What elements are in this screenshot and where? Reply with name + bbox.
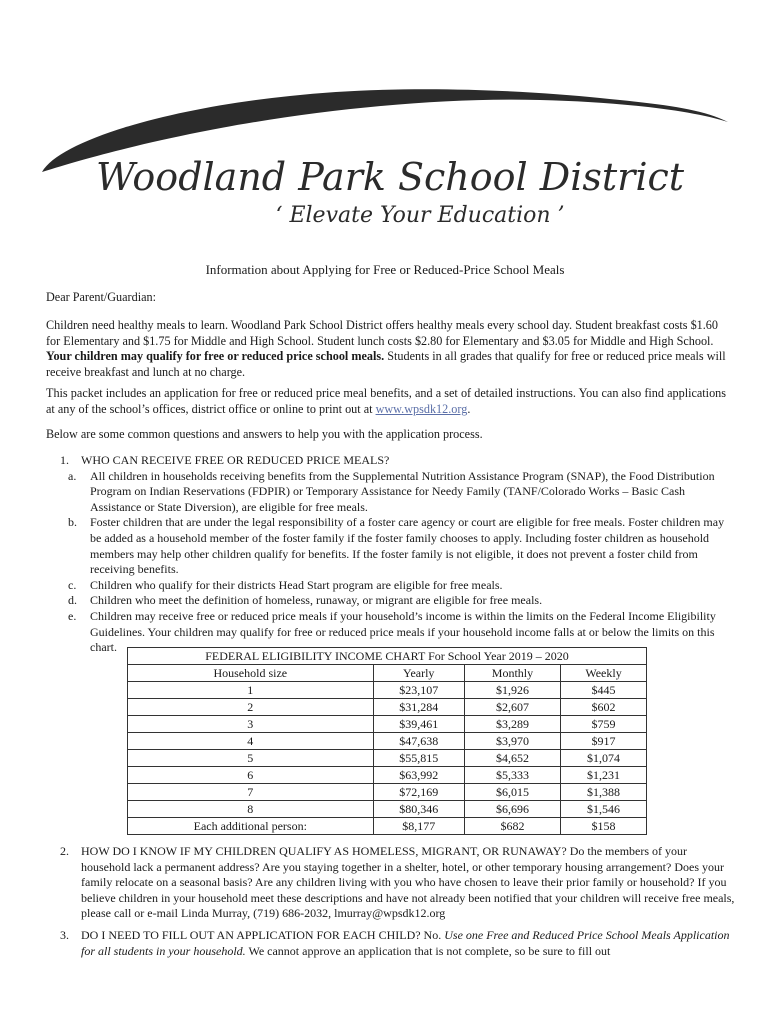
packet-end: . [467,401,471,416]
question-1-heading: WHO CAN RECEIVE FREE OR REDUCED PRICE MEALS? [81,453,390,467]
question-2 [46,844,736,922]
table-cell: $759 [561,716,647,733]
table-cell: $31,284 [373,699,464,716]
table-caption: FEDERAL ELIGIBILITY INCOME CHART For School Year 2019 – 2020 [128,648,647,665]
table-cell: $1,074 [561,750,647,767]
list-letter: c. [68,577,77,592]
list-item [68,468,736,516]
table-cell: $63,992 [373,767,464,784]
list-text: Foster children that are under the legal responsibility of a foster care agency or court are eligible for free meals. Foster children may be added as a household member of the foster family if the foster family chooses to apply. Including foster children as household members may help other children qualify for benefits. If the foster family is not eligible, it does not prevent a foster child from receiving benefits. [90,515,725,577]
table-row [128,801,647,818]
list-letter: d. [68,593,77,608]
list-item [68,593,736,609]
table-cell: $602 [561,699,647,716]
table-cell: $55,815 [373,750,464,767]
intro-text-a: Children need healthy meals to learn. Woodland Park School District offers healthy meals every school day. Student breakfast costs $1.60 for Elementary and $1.75 for Middle and High School. Student lunch costs $2.80 for Elementary and $3.05 for Middle and High School. [46,318,718,348]
table-row [128,716,647,733]
table-row [128,699,647,716]
question-number: 2. [60,844,69,858]
list-letter: b. [68,515,77,530]
income-eligibility-table [127,647,647,835]
table-header-row [128,665,647,682]
list-text: Children may receive free or reduced price meals if your household’s income is within the limits on the Federal Income Eligibility Guidelines. Your children may qualify for free or reduced price meals if your household income falls at or below the limits on this chart. [90,608,716,655]
table-row [128,750,647,767]
table-cell: $1,546 [561,801,647,818]
list-item [68,515,736,577]
question-number: 3. [60,928,69,942]
packet-text: This packet includes an application for free or reduced price meal benefits, and a set of detailed instructions. You can also find applications at any of the school’s offices, district office or online to print out at [46,386,726,416]
salutation: Dear Parent/Guardian: [46,290,156,304]
question-3-tail: We cannot approve an application that is not complete, so be sure to fill out [245,943,611,958]
table-cell: 5 [128,750,374,767]
table-cell: 1 [128,682,374,699]
table-row [128,682,647,699]
table-cell: 7 [128,784,374,801]
intro-questions-line: Below are some common questions and answers to help you with the application process. [46,427,483,441]
list-text: All children in households receiving benefits from the Supplemental Nutrition Assistance Program (SNAP), the Food Distribution Program on Indian Reservations (FDPIR) or Temporary Assistance for Needy Family (TANF/Colorado Works – Basic Cash Assistance or State Diversion), are eligible for free meals. [90,468,715,514]
table-cell: $4,652 [464,750,560,767]
intro-bold: Your children may qualify for free or reduced price school meals. [46,349,385,363]
table-row [128,733,647,750]
table-cell: $8,177 [373,818,464,835]
table-cell: 4 [128,733,374,750]
table-cell: $47,638 [373,733,464,750]
table-cell: 6 [128,767,374,784]
table-cell: 2 [128,699,374,716]
table-cell: 8 [128,801,374,818]
table-cell: $1,926 [464,682,560,699]
table-cell: Each additional person: [128,818,374,835]
list-letter: e. [68,608,77,623]
table-cell: $158 [561,818,647,835]
table-header: Monthly [464,665,560,682]
table-cell: $72,169 [373,784,464,801]
packet-paragraph [46,386,726,417]
table-row [128,767,647,784]
intro-paragraph [46,318,726,380]
table-cell: $2,607 [464,699,560,716]
table-cell: $80,346 [373,801,464,818]
table-cell: $917 [561,733,647,750]
table-cell: $6,015 [464,784,560,801]
table-cell: $682 [464,818,560,835]
question-1 [46,453,736,656]
logo-district-name: Woodland Park School District [95,155,685,199]
table-header: Weekly [561,665,647,682]
list-letter: a. [68,468,77,483]
table-cell: $6,696 [464,801,560,818]
table-cell: 3 [128,716,374,733]
table-header: Yearly [373,665,464,682]
table-row [128,784,647,801]
table-cell: $23,107 [373,682,464,699]
table-cell: $5,333 [464,767,560,784]
table-cell: $1,231 [561,767,647,784]
question-3-text [81,928,736,959]
table-cell: $1,388 [561,784,647,801]
list-text: Children who qualify for their districts Head Start program are eligible for free meals. [90,577,503,592]
document-title: Information about Applying for Free or Reduced-Price School Meals [205,262,565,277]
table-header: Household size [128,665,374,682]
question-3 [46,928,736,959]
question-3-lead: DO I NEED TO FILL OUT AN APPLICATION FOR EACH CHILD? No. [81,928,445,942]
intro-text-b: Students in all grades that qualify for free or reduced price meals will receive breakfast and lunch at no charge. [46,349,726,379]
table-cell: $445 [561,682,647,699]
logo-tagline: ‘ Elevate Your Education ’ [275,203,565,228]
table-cell: $39,461 [373,716,464,733]
list-item [68,577,736,594]
table-cell: $3,970 [464,733,560,750]
table-cell: $3,289 [464,716,560,733]
question-3-italic: Use one Free and Reduced Price School Meals Application for all students in your household. [81,928,730,958]
district-logo [0,0,770,240]
website-link[interactable]: www.wpsdk12.org [375,401,468,416]
question-2-text: HOW DO I KNOW IF MY CHILDREN QUALIFY AS HOMELESS, MIGRANT, OR RUNAWAY? Do the members of your household lack a permanent address? Are you staying together in a shelter, hotel, or other temporary housing arrangement? Does your family relocate on a seasonal basis? Are any children living with you who have chosen to leave their prior family or household? If you believe children in your household meet these descriptions and have not already been notified that your children will receive free meals, please call or e-mail Linda Murray, (719) 686-2032, lmurray@wpsdk12.org [81,844,735,921]
list-text: Children who meet the definition of homeless, runaway, or migrant are eligible for free meals. [90,593,543,608]
table-row [128,818,647,835]
question-number: 1. [60,453,69,467]
